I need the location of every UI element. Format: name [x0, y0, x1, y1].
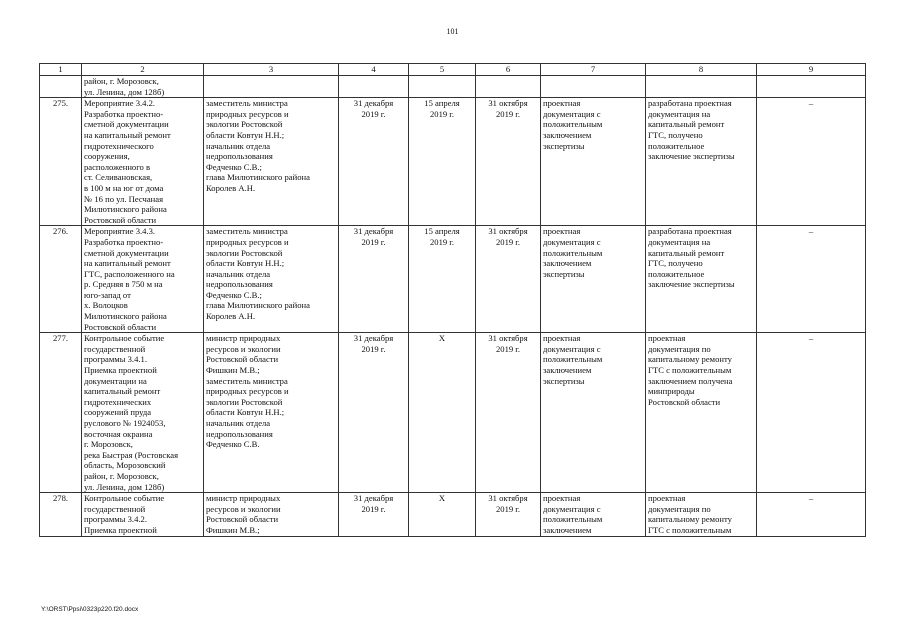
column-number: 5: [409, 64, 476, 76]
cell-text-line: 2019 г.: [429, 108, 455, 119]
cell-text-line: 31 декабря: [353, 98, 394, 109]
cell-text-line: документация по: [648, 343, 711, 354]
start-date-cell: [409, 493, 476, 536]
cell-text-line: проектная: [543, 333, 581, 344]
cell-text-line: капитальный ремонт: [648, 247, 725, 258]
planned-date-cell: [339, 76, 409, 98]
cell-text-line: Мероприятие 3.4.3.: [84, 226, 156, 237]
cell-text-line: сооружений пруда: [84, 407, 152, 418]
cell-text-line: 2019 г.: [429, 236, 455, 247]
cell-text-line: минприроды: [648, 386, 695, 397]
cell-text-line: программы 3.4.1.: [84, 354, 147, 365]
cell-text-line: программы 3.4.2.: [84, 514, 147, 525]
planned-date-cell: [339, 226, 409, 333]
cell-text-line: область, Морозовский: [84, 460, 166, 471]
cell-text-line: Мероприятие 3.4.2.: [84, 98, 156, 109]
cell-text-line: ресурсов и экологии: [206, 503, 281, 514]
cell-text-line: государственной: [84, 343, 146, 354]
cell-text-line: заместитель министра: [206, 226, 288, 237]
cell-text-line: Милютинского района: [84, 311, 167, 322]
table-row: [40, 76, 866, 98]
column-number: 4: [339, 64, 409, 76]
cell-text-line: проектная: [648, 333, 686, 344]
cell-text-line: Приемка проектной: [84, 365, 157, 376]
cell-text-line: № 16 по ул. Песчаная: [84, 193, 164, 204]
cell-text-line: Милютинского района: [84, 204, 167, 215]
planned-date-cell: [339, 333, 409, 493]
actual-result-cell: [646, 493, 757, 536]
table-row: [40, 493, 866, 536]
cell-text-line: район, г. Морозовск,: [84, 470, 159, 481]
cell-text-line: начальник отдела: [206, 418, 271, 428]
cell-text-line: начальник отдела: [206, 140, 271, 151]
cell-text-line: ст. Селивановская,: [84, 172, 153, 183]
deviation-cell: –: [757, 333, 866, 493]
row-number-cell: [40, 76, 82, 98]
cell-text-line: экологии Ростовской: [206, 247, 283, 258]
cell-text-line: ГТС, получено: [648, 258, 703, 269]
cell-text-line: Контрольное событие: [84, 333, 165, 344]
cell-text-line: 31 декабря: [353, 493, 394, 504]
cell-text-line: ГТС с положительным: [648, 524, 732, 535]
cell-text-line: 31 декабря: [353, 226, 394, 237]
cell-text-line: министр природных: [206, 493, 281, 504]
cell-text-line: недропользования: [206, 428, 273, 439]
event-name-cell: [82, 493, 204, 536]
cell-text-line: 15 апреля: [424, 98, 460, 109]
cell-text-line: в 100 м на юг от дома: [84, 182, 164, 193]
cell-text-line: сметной документации: [84, 247, 169, 258]
cell-text-line: экспертизы: [543, 268, 585, 279]
deviation-cell: [757, 76, 866, 98]
cell-text-line: природных ресурсов и: [206, 108, 289, 119]
cell-text-line: проектная: [543, 226, 581, 237]
cell-text-line: недропользования: [206, 279, 273, 290]
cell-text-line: экологии Ростовской: [206, 119, 283, 130]
cell-text-line: заместитель министра: [206, 98, 288, 109]
cell-text-line: на капитальный ремонт: [84, 258, 171, 269]
cell-text-line: проектная: [543, 98, 581, 109]
cell-text-line: документация на: [648, 236, 711, 247]
document-file-path: Y:\ORST\Ppsi\0323p220.f20.docx: [41, 606, 139, 613]
cell-text-line: положительное: [648, 140, 705, 151]
event-name-cell: [82, 98, 204, 226]
cell-text-line: Фишкин М.В.;: [206, 365, 260, 376]
cell-text-line: разработана проектная: [648, 98, 732, 109]
deviation-cell: –: [757, 493, 866, 536]
cell-text-line: документация с: [543, 503, 601, 514]
cell-text-line: 31 октября: [488, 333, 528, 344]
cell-text-line: области Ковтун Н.Н.;: [206, 407, 285, 418]
actual-date-cell: [476, 226, 541, 333]
cell-text-line: заключением: [543, 365, 592, 376]
cell-text-line: заместитель министра: [206, 375, 288, 386]
cell-text-line: Фишкин М.В.;: [206, 524, 260, 535]
cell-text-line: проектная: [543, 493, 581, 504]
cell-text-line: расположенного в: [84, 161, 151, 172]
cell-text-line: экспертизы: [543, 375, 585, 386]
cell-text-line: 31 октября: [488, 226, 528, 237]
cell-text-line: заключением: [543, 129, 592, 140]
cell-text-line: Ростовской области: [648, 396, 721, 407]
column-number-row: [40, 64, 866, 76]
actual-date-cell: [476, 493, 541, 536]
cell-text-line: 2019 г.: [495, 108, 521, 119]
cell-text-line: капитальному ремонту: [648, 354, 732, 365]
cell-text-line: Ростовской области: [84, 214, 157, 225]
row-number-cell: 275.: [40, 98, 82, 226]
actual-result-cell: [646, 226, 757, 333]
actual-date-cell: [476, 76, 541, 98]
responsible-person-cell: [204, 493, 339, 536]
start-date-cell: [409, 98, 476, 226]
cell-text-line: руслового № 1924053,: [84, 418, 166, 428]
event-name-cell: [82, 226, 204, 333]
cell-text-line: государственной: [84, 503, 146, 514]
cell-text-line: Приемка проектной: [84, 524, 157, 535]
cell-text-line: положительным: [543, 514, 603, 525]
cell-text-line: X: [438, 333, 446, 344]
cell-text-line: 31 декабря: [353, 333, 394, 344]
start-date-cell: [409, 333, 476, 493]
cell-text-line: документация по: [648, 503, 711, 514]
responsible-person-cell: [204, 226, 339, 333]
cell-text-line: проектная: [648, 493, 686, 504]
cell-text-line: экспертизы: [543, 140, 585, 151]
row-number-cell: 277.: [40, 333, 82, 493]
cell-text-line: сооружения,: [84, 151, 130, 162]
cell-text-line: Королев А.Н.: [206, 182, 256, 193]
table-row: [40, 226, 866, 333]
cell-text-line: капитальному ремонту: [648, 514, 732, 525]
cell-text-line: экологии Ростовской: [206, 396, 283, 407]
responsible-person-cell: [204, 76, 339, 98]
cell-text-line: положительным: [543, 247, 603, 258]
cell-text-line: 31 октября: [488, 493, 528, 504]
cell-text-line: ул. Ленина, дом 128б): [84, 481, 165, 492]
cell-text-line: заключение экспертизы: [648, 151, 735, 162]
cell-text-line: 2019 г.: [361, 343, 386, 354]
expected-result-cell: [541, 226, 646, 333]
cell-text-line: документация с: [543, 108, 601, 119]
actual-result-cell: [646, 98, 757, 226]
cell-text-line: юго-запад от: [84, 289, 131, 300]
cell-text-line: документация с: [543, 343, 601, 354]
cell-text-line: области Ковтун Н.Н.;: [206, 258, 285, 269]
responsible-person-cell: [204, 333, 339, 493]
table-row: [40, 333, 866, 493]
cell-text-line: 31 октября: [488, 98, 528, 109]
cell-text-line: заключением: [543, 524, 592, 535]
cell-text-line: области Ковтун Н.Н.;: [206, 129, 285, 140]
column-number: 1: [40, 64, 82, 76]
table-row: [40, 98, 866, 226]
cell-text-line: недропользования: [206, 151, 273, 162]
cell-text-line: Ростовской области: [206, 354, 279, 365]
cell-text-line: гидротехнического: [84, 140, 154, 151]
cell-text-line: положительным: [543, 354, 603, 365]
column-number: 2: [82, 64, 204, 76]
cell-text-line: ГТС с положительным: [648, 365, 732, 376]
cell-text-line: 2019 г.: [495, 503, 521, 514]
cell-text-line: х. Волоцков: [84, 300, 128, 311]
event-name-cell: [82, 76, 204, 98]
cell-text-line: 2019 г.: [361, 236, 386, 247]
cell-text-line: министр природных: [206, 333, 281, 344]
cell-text-line: Разработка проектно-: [84, 108, 164, 119]
cell-text-line: 2019 г.: [361, 108, 386, 119]
page-number: 101: [446, 27, 459, 36]
cell-text-line: Разработка проектно-: [84, 236, 164, 247]
cell-text-line: Контрольное событие: [84, 493, 165, 504]
actual-date-cell: [476, 333, 541, 493]
expected-result-cell: [541, 98, 646, 226]
cell-text-line: 2019 г.: [495, 343, 521, 354]
row-number-cell: 278.: [40, 493, 82, 536]
cell-text-line: документации на: [84, 375, 147, 386]
cell-text-line: ГТС, получено: [648, 129, 703, 140]
cell-text-line: заключением получена: [648, 375, 733, 386]
start-date-cell: [409, 226, 476, 333]
cell-text-line: положительное: [648, 268, 705, 279]
cell-text-line: Федченко С.В.;: [206, 289, 262, 300]
cell-text-line: река Быстрая (Ростовская: [84, 449, 179, 460]
cell-text-line: Федченко С.В.: [206, 439, 260, 450]
cell-text-line: сметной документации: [84, 119, 169, 130]
cell-text-line: капитальный ремонт: [648, 119, 725, 130]
responsible-person-cell: [204, 98, 339, 226]
column-number: 6: [476, 64, 541, 76]
cell-text-line: документация с: [543, 236, 601, 247]
start-date-cell: [409, 76, 476, 98]
cell-text-line: 2019 г.: [361, 503, 386, 514]
cell-text-line: р. Средняя в 750 м на: [84, 279, 163, 290]
actual-result-cell: [646, 333, 757, 493]
cell-text-line: гидротехнических: [84, 396, 152, 407]
cell-text-line: район, г. Морозовск,: [84, 76, 159, 86]
cell-text-line: восточная окраина: [84, 428, 153, 439]
cell-text-line: ресурсов и экологии: [206, 343, 281, 354]
event-name-cell: [82, 333, 204, 493]
deviation-cell: –: [757, 226, 866, 333]
column-number: 9: [757, 64, 866, 76]
cell-text-line: начальник отдела: [206, 268, 271, 279]
row-number-cell: 276.: [40, 226, 82, 333]
cell-text-line: природных ресурсов и: [206, 236, 289, 247]
cell-text-line: Ростовской области: [206, 514, 279, 525]
cell-text-line: заключением: [543, 258, 592, 269]
actual-result-cell: [646, 76, 757, 98]
cell-text-line: ул. Ленина, дом 128б): [84, 86, 165, 97]
cell-text-line: X: [438, 493, 446, 504]
column-number: 7: [541, 64, 646, 76]
expected-result-cell: [541, 493, 646, 536]
cell-text-line: на капитальный ремонт: [84, 129, 171, 140]
planned-date-cell: [339, 98, 409, 226]
column-number: 3: [204, 64, 339, 76]
cell-text-line: разработана проектная: [648, 226, 732, 237]
cell-text-line: Ростовской области: [84, 321, 157, 332]
cell-text-line: капитальный ремонт: [84, 386, 161, 397]
cell-text-line: Королев А.Н.: [206, 311, 256, 322]
cell-text-line: положительным: [543, 119, 603, 130]
cell-text-line: ГТС, расположенного на: [84, 268, 175, 279]
actual-date-cell: [476, 98, 541, 226]
deviation-cell: –: [757, 98, 866, 226]
cell-text-line: 15 апреля: [424, 226, 460, 237]
plan-table: [39, 63, 866, 537]
cell-text-line: документация на: [648, 108, 711, 119]
column-number: 8: [646, 64, 757, 76]
cell-text-line: Федченко С.В.;: [206, 161, 262, 172]
cell-text-line: глава Милютинского района: [206, 172, 310, 183]
cell-text-line: заключение экспертизы: [648, 279, 735, 290]
expected-result-cell: [541, 76, 646, 98]
expected-result-cell: [541, 333, 646, 493]
cell-text-line: глава Милютинского района: [206, 300, 310, 311]
cell-text-line: 2019 г.: [495, 236, 521, 247]
planned-date-cell: [339, 493, 409, 536]
cell-text-line: природных ресурсов и: [206, 386, 289, 397]
cell-text-line: г. Морозовск,: [84, 439, 133, 450]
